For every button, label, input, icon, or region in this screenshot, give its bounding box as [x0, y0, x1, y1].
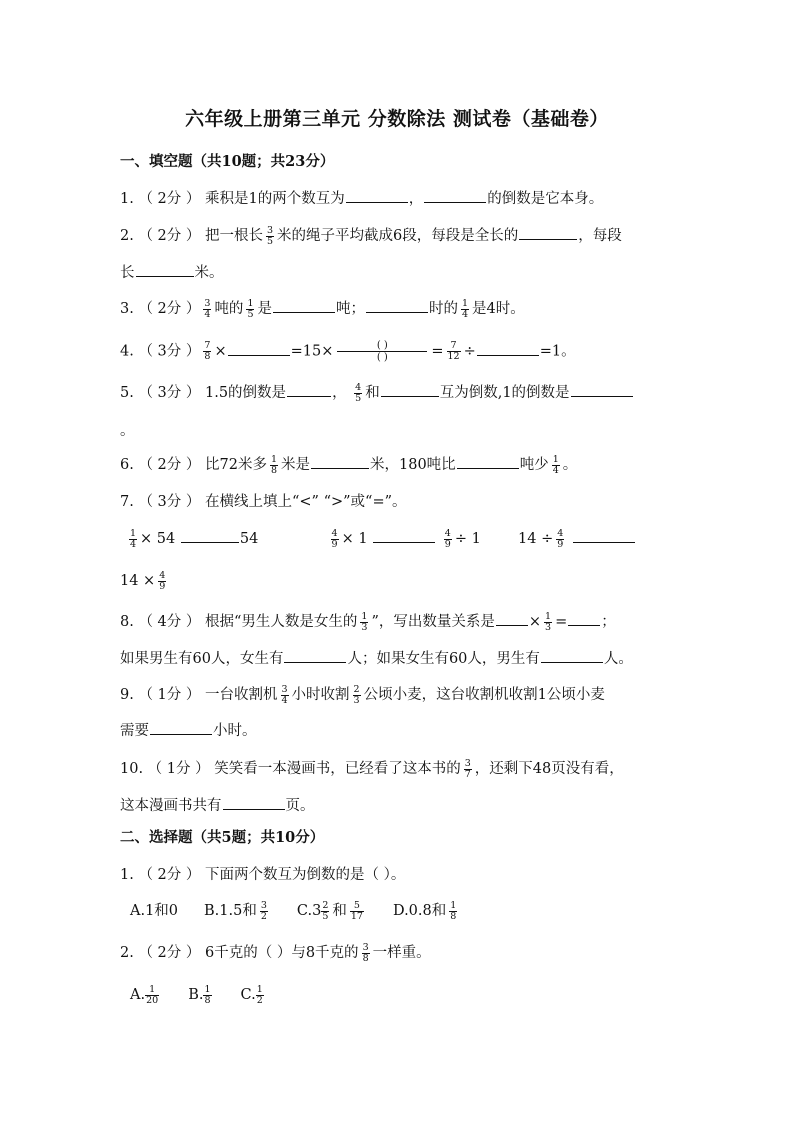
denominator-blank[interactable]: ( ) — [376, 352, 388, 363]
answer-blank[interactable] — [457, 454, 519, 469]
denominator: 9 — [331, 538, 338, 550]
answer-blank[interactable] — [150, 720, 212, 735]
fraction — [266, 226, 274, 247]
numerator: 3 — [464, 757, 471, 769]
numerator: 2 — [322, 899, 329, 911]
q5-t2: 和 — [365, 385, 380, 401]
fraction — [281, 685, 289, 706]
q7b-expr: × 1 — [341, 531, 368, 547]
question-7 — [120, 491, 680, 513]
option-c[interactable] — [297, 900, 367, 922]
numerator: 1 — [361, 610, 368, 622]
option-b-label: B. — [188, 987, 204, 1003]
answer-blank[interactable] — [223, 795, 285, 810]
fraction — [260, 901, 268, 922]
answer-blank[interactable] — [496, 611, 528, 626]
page-title: 六年级上册第三单元 分数除法 测试卷（基础卷） — [185, 108, 609, 130]
q2-text-mid: 米的绳子平均截成6段，每段是全长的 — [277, 228, 519, 244]
choice-question-1 — [120, 864, 680, 886]
answer-blank[interactable] — [541, 648, 603, 663]
question-2-line2 — [120, 262, 680, 284]
fraction — [362, 943, 370, 964]
denominator: 5 — [322, 910, 329, 922]
denominator: 12 — [447, 351, 460, 362]
q8-t1: ”，写出数量关系是 — [371, 614, 495, 630]
option-c[interactable] — [241, 984, 267, 1006]
fraction — [354, 383, 362, 404]
fraction — [353, 685, 361, 706]
section-heading-fill-in: 一、填空题（共10题；共23分） — [120, 153, 335, 170]
option-b[interactable] — [188, 984, 214, 1006]
q8-t4: ； — [601, 614, 616, 630]
fraction — [203, 341, 211, 362]
numerator: 7 — [450, 340, 457, 351]
fraction — [544, 612, 552, 633]
fraction — [270, 455, 278, 476]
numerator: 1 — [247, 297, 254, 309]
numerator: 1 — [552, 453, 559, 465]
fraction — [556, 529, 564, 550]
divide-sign: ÷ — [463, 343, 476, 360]
question-4 — [120, 340, 680, 363]
q7a-expr: × 54 — [140, 531, 176, 547]
question-3 — [120, 298, 680, 320]
answer-blank[interactable] — [424, 188, 486, 203]
option-c-and: 和 — [332, 903, 347, 919]
denominator: 2 — [256, 994, 263, 1006]
denominator: 4 — [552, 464, 559, 476]
q4-text: 4. （ 3分 ） — [120, 343, 201, 360]
answer-blank[interactable] — [373, 528, 435, 543]
q4-t5: =1。 — [539, 343, 576, 360]
denominator: 2 — [260, 910, 267, 922]
question-1 — [120, 188, 680, 210]
fraction — [145, 985, 159, 1006]
answer-blank[interactable] — [571, 382, 633, 397]
question-8 — [120, 611, 680, 633]
fraction — [461, 299, 469, 320]
answer-blank[interactable] — [573, 528, 635, 543]
q7b-right: ÷ 1 — [454, 531, 481, 547]
option-b-label: B.1.5和 — [204, 903, 257, 919]
numerator: 4 — [557, 527, 564, 539]
choice-2-options — [130, 984, 690, 1006]
question-6 — [120, 454, 680, 476]
question-5 — [120, 382, 680, 404]
answer-blank[interactable] — [273, 298, 335, 313]
answer-blank[interactable] — [519, 225, 577, 240]
times-sign: × — [528, 614, 542, 630]
answer-blank[interactable] — [311, 454, 369, 469]
question-7-item-d — [120, 570, 680, 592]
option-d[interactable] — [393, 900, 460, 922]
q1-text-end: 的倒数是它本身。 — [487, 191, 604, 207]
answer-blank[interactable] — [477, 341, 539, 356]
q1-comma: ， — [408, 191, 424, 207]
q10-t1: ，还剩下48页没有看， — [474, 761, 624, 777]
q4-t2: =15× — [290, 343, 334, 360]
fraction — [158, 571, 166, 592]
fraction — [246, 299, 254, 320]
fraction — [203, 299, 211, 320]
denominator: 3 — [353, 694, 360, 706]
denominator: 17 — [350, 910, 363, 922]
q6-text: 6. （ 2分 ） 比72米多 — [120, 457, 267, 473]
q8-line2-pre: 如果男生有60人，女生有 — [120, 651, 284, 667]
question-2 — [120, 225, 680, 247]
q8-line2-mid: 人；如果女生有60人，男生有 — [347, 651, 540, 667]
denominator: 3 — [545, 621, 552, 633]
numerator: 1 — [545, 610, 552, 622]
numerator: 1 — [256, 983, 263, 995]
numerator: 5 — [353, 899, 360, 911]
fraction — [360, 612, 368, 633]
q3-text: 3. （ 2分 ） — [120, 301, 201, 317]
q7c-expr: 14 ÷ — [518, 531, 554, 547]
q3-t3: 吨； — [335, 301, 365, 317]
denominator: 4 — [281, 694, 288, 706]
fraction — [203, 985, 211, 1006]
choice-question-2 — [120, 942, 680, 964]
fraction — [350, 901, 364, 922]
numerator: 1 — [149, 983, 156, 995]
fraction — [464, 759, 472, 780]
numerator: 1 — [270, 453, 277, 465]
numerator: 3 — [281, 683, 288, 695]
q9-line2-post: 小时。 — [213, 723, 257, 739]
question-10-line2 — [120, 795, 680, 817]
numerator: 1 — [461, 297, 469, 309]
fraction — [256, 985, 264, 1006]
q5-text: 5. （ 3分 ） 1.5的倒数是 — [120, 385, 287, 401]
denominator: 7 — [464, 768, 471, 780]
answer-blank[interactable] — [181, 528, 239, 543]
denominator: 8 — [270, 464, 277, 476]
numerator: 4 — [331, 527, 338, 539]
times-sign: × — [214, 343, 227, 360]
denominator: 8 — [362, 952, 369, 964]
denominator: 5 — [247, 308, 254, 320]
q2-text: 2. （ 2分 ） 把一根长 — [120, 228, 263, 244]
option-d-label: D.0.8和 — [392, 903, 447, 919]
option-a-label: A.1和0 — [130, 903, 179, 919]
numerator: 4 — [159, 569, 166, 581]
denominator: 3 — [361, 621, 368, 633]
numerator: 1 — [130, 527, 137, 539]
fraction — [129, 529, 137, 550]
numerator: 3 — [260, 899, 267, 911]
q2-text-post: ，每段 — [578, 228, 622, 244]
q6-t4: 。 — [562, 457, 578, 473]
denominator: 9 — [557, 538, 564, 550]
numerator: 1 — [204, 983, 211, 995]
answer-blank[interactable] — [136, 262, 194, 277]
answer-blank[interactable] — [568, 611, 600, 626]
q9-t2: 公顷小麦，这台收割机收割1公顷小麦 — [363, 687, 605, 703]
numerator-blank[interactable]: ( ) — [337, 340, 427, 352]
option-a[interactable] — [130, 900, 178, 922]
fraction — [331, 529, 339, 550]
denominator: 8 — [204, 351, 211, 362]
q10-line2-pre: 这本漫画书共有 — [120, 798, 222, 814]
q10-text: 10. （ 1分 ） 笑笑看一本漫画书，已经看了这本书的 — [120, 761, 461, 777]
q9-line2-pre: 需要 — [120, 723, 149, 739]
option-b[interactable] — [204, 900, 271, 922]
numerator: 2 — [353, 683, 360, 695]
q9-text: 9. （ 1分 ） 一台收割机 — [120, 687, 278, 703]
denominator: 4 — [130, 538, 137, 550]
denominator: 9 — [444, 538, 451, 550]
c2-text: 2. （ 2分 ） 6千克的（ ）与8千克的 — [120, 945, 359, 961]
c2-text-post: 一样重。 — [372, 945, 431, 961]
answer-blank[interactable] — [287, 382, 331, 397]
denominator: 5 — [267, 235, 274, 247]
option-a-label: A. — [130, 987, 146, 1003]
fraction — [449, 901, 457, 922]
denominator: 5 — [355, 392, 362, 404]
denominator: 8 — [204, 994, 211, 1006]
q8-text: 8. （ 4分 ） 根据“男生人数是女生的 — [120, 614, 358, 630]
numerator: 3 — [362, 941, 369, 953]
equals-sign: = — [555, 614, 568, 630]
question-8-line2 — [120, 648, 680, 670]
denominator: 4 — [204, 308, 211, 320]
q5-line2: 。 — [120, 423, 135, 439]
answer-blank[interactable] — [346, 188, 408, 203]
numerator: 4 — [444, 527, 451, 539]
denominator: 8 — [450, 910, 457, 922]
q7-text: 7. （ 3分 ） 在横线上填上“<” “>”或“=”。 — [120, 494, 407, 510]
answer-blank[interactable] — [284, 648, 346, 663]
option-a[interactable] — [130, 984, 162, 1006]
section-heading-choice: 二、选择题（共5题；共10分） — [120, 829, 325, 846]
question-9 — [120, 684, 680, 706]
q1-text: 1. （ 2分 ） 乘积是1的两个数互为 — [120, 191, 345, 207]
q10-line2-post: 页。 — [285, 798, 315, 814]
denominator: 9 — [159, 580, 166, 592]
option-c-label: C. — [240, 987, 256, 1003]
denominator: 20 — [146, 994, 159, 1006]
q5-t3: 互为倒数,1的倒数是 — [439, 385, 570, 401]
fraction — [321, 901, 329, 922]
q3-t2: 是 — [257, 301, 272, 317]
q6-t2: 米，180吨比 — [370, 457, 456, 473]
option-c-label: C.3 — [296, 903, 322, 919]
q3-t5: 是4时。 — [472, 301, 525, 317]
q7a-right: 54 — [239, 531, 259, 547]
equals-sign: = — [431, 343, 444, 360]
q5-t1: ， — [332, 385, 347, 401]
q6-t3: 吨少 — [519, 457, 549, 473]
q3-t1: 吨的 — [214, 301, 244, 317]
numerator: 7 — [204, 340, 211, 351]
fraction — [552, 455, 560, 476]
answer-blank[interactable] — [381, 382, 439, 397]
q7d-expr: 14 × — [120, 573, 156, 589]
answer-blank[interactable] — [366, 298, 428, 313]
fraction-blank[interactable] — [337, 340, 427, 363]
c1-text: 1. （ 2分 ） 下面两个数互为倒数的是（ ）。 — [120, 867, 406, 883]
fraction — [447, 341, 461, 362]
q8-line2-post: 人。 — [603, 651, 633, 667]
numerator: 4 — [355, 381, 362, 393]
choice-1-options — [130, 900, 690, 922]
question-5-line2 — [120, 420, 680, 442]
question-10 — [120, 758, 680, 780]
fraction — [444, 529, 452, 550]
q2-line2-pre: 长 — [120, 265, 135, 281]
question-9-line2 — [120, 720, 680, 742]
q2-line2-post: 米。 — [194, 265, 224, 281]
numerator: 3 — [204, 297, 211, 309]
denominator: 4 — [461, 308, 469, 320]
answer-blank[interactable] — [228, 341, 290, 356]
q6-t1: 米是 — [281, 457, 310, 473]
numerator: 1 — [450, 899, 457, 911]
q3-t4: 时的 — [428, 301, 458, 317]
q9-t1: 小时收割 — [291, 687, 350, 703]
numerator: 3 — [267, 224, 274, 236]
question-7-items — [126, 528, 686, 550]
